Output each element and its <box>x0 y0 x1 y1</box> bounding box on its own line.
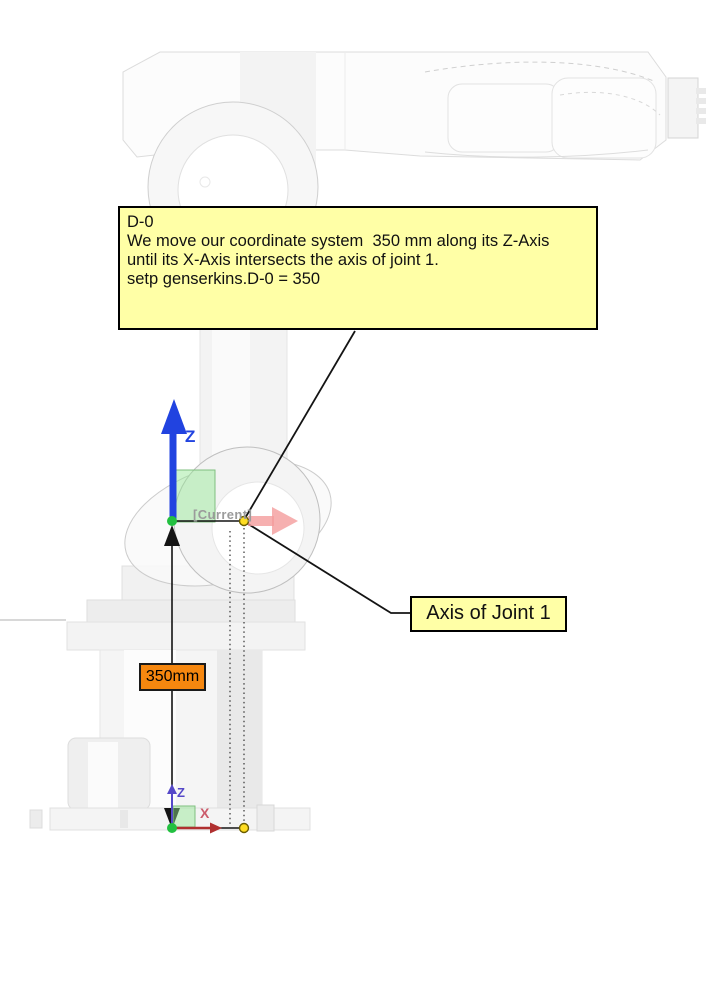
callout-title: D-0 <box>127 213 154 231</box>
bottom-x-axis-label: X <box>200 805 210 821</box>
dimension-value-label: 350mm <box>139 663 206 691</box>
callout-body-line-2: until its X-Axis intersects the axis of joint 1. <box>127 251 439 269</box>
base-projection-marker <box>240 824 249 833</box>
bottom-z-axis-label: Z <box>177 785 185 800</box>
z-axis-arrow-head <box>161 399 187 434</box>
current-frame-label: [Current] <box>193 507 253 522</box>
robot-base <box>0 566 310 831</box>
callout-command: setp genserkins.D-0 = 350 <box>127 270 321 288</box>
origin-marker <box>167 516 177 526</box>
callout-body-line-1: We move our coordinate system 350 mm along its Z-Axis <box>127 232 550 250</box>
base-origin-marker <box>167 823 177 833</box>
axis-of-joint-label: Axis of Joint 1 <box>410 596 567 632</box>
tool-flange <box>668 78 698 138</box>
top-z-axis-label: Z <box>185 427 196 446</box>
frame-highlight-square-small <box>173 806 195 827</box>
parameter-callout-box <box>118 206 598 330</box>
